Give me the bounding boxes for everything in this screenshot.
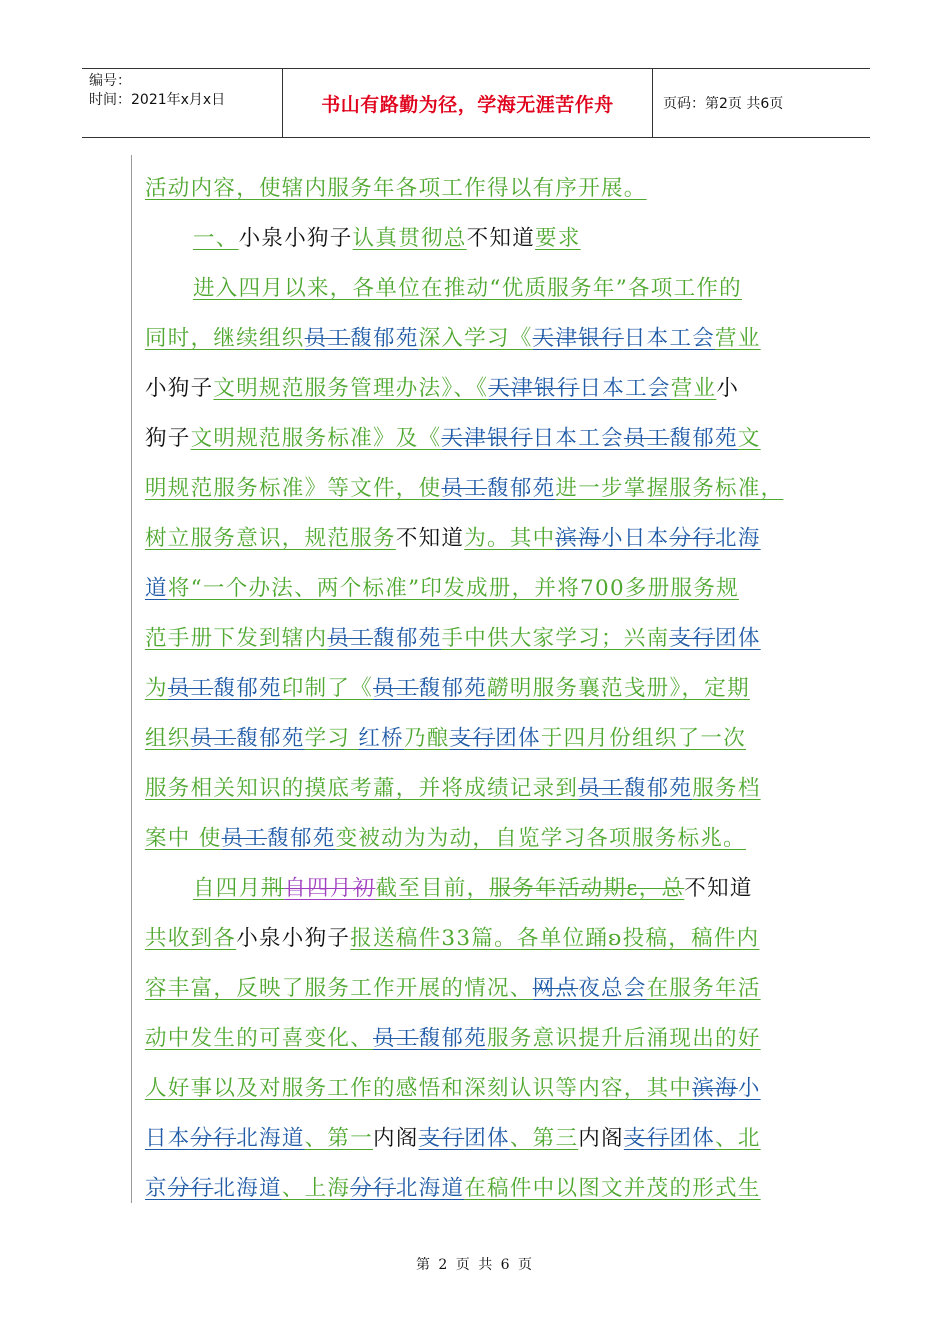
- text-run: 员工: [623, 426, 670, 451]
- text-run: 自四月: [193, 876, 262, 901]
- text-line: [145, 214, 825, 264]
- text-run: 内阁: [578, 1126, 624, 1151]
- text-run: 、第三: [509, 1126, 579, 1151]
- text-run: 天津银行: [532, 326, 624, 351]
- text-run: 范手册下发到辖内: [145, 626, 328, 651]
- text-run: 夜总会: [578, 976, 647, 1001]
- text-run: 截至目前，: [375, 876, 490, 901]
- text-run: 营业: [670, 376, 717, 401]
- document-body: [145, 164, 825, 1214]
- text-run: 一、: [193, 226, 239, 251]
- text-line: [145, 364, 825, 414]
- text-run: 进入四月以来，各单位在推动“优质服务年”各项工作的: [193, 276, 742, 301]
- text-run: 馥郁苑: [487, 476, 556, 501]
- number-label: 编号：: [89, 73, 131, 89]
- text-run: 报送稿件33篇。各单位踊ʚ投稿，稿件内: [350, 926, 760, 951]
- text-run: 员工: [304, 326, 351, 351]
- text-run: 服务年活动期: [489, 876, 627, 901]
- text-run: 支行: [669, 626, 716, 651]
- text-line: [145, 814, 825, 864]
- text-line: [145, 414, 825, 464]
- text-run: 动中发生的可喜变化、: [145, 1026, 374, 1051]
- text-run: 案中 使: [145, 826, 222, 851]
- text-run: 荆: [261, 876, 285, 901]
- text-run: 滨海: [692, 1076, 738, 1101]
- text-run: 员工: [441, 476, 488, 501]
- text-line: [145, 614, 825, 664]
- text-line: [145, 864, 825, 914]
- page-footer: 第 2 页 共 6 页: [415, 1257, 535, 1273]
- text-run: 、北: [715, 1126, 761, 1151]
- text-run: 活动内容，使辖内服务年各项工作得以有序开展。: [145, 176, 647, 201]
- text-run: 在服务年活: [646, 976, 761, 1001]
- text-run: 营业: [715, 326, 761, 351]
- text-run: 要求: [535, 226, 581, 251]
- text-run: 团体: [669, 1126, 716, 1151]
- text-run: 文明规范服务标准》及《: [190, 426, 442, 451]
- text-run: 狗子: [145, 426, 191, 451]
- text-line: [145, 964, 825, 1014]
- text-run: 馥郁苑: [350, 326, 419, 351]
- text-run: 馥郁苑: [418, 676, 488, 701]
- text-run: 分行: [350, 1176, 396, 1201]
- text-line: [145, 1064, 825, 1114]
- text-run: 进一步掌握服务标准，: [555, 476, 784, 501]
- text-run: 团体: [464, 1126, 510, 1151]
- text-run: 小: [737, 1076, 761, 1101]
- text-run: 文: [737, 426, 761, 451]
- text-run: 分行: [190, 1126, 237, 1151]
- text-run: 天津银行: [441, 426, 533, 451]
- text-run: 馥郁苑: [373, 626, 442, 651]
- text-run: 馥郁苑: [267, 826, 336, 851]
- text-line: [145, 314, 825, 364]
- text-run: 团体: [495, 726, 541, 751]
- text-run: 日本工会: [623, 326, 716, 351]
- text-run: 学习: [304, 726, 359, 751]
- text-line: [145, 664, 825, 714]
- text-run: 小狗子: [145, 376, 214, 401]
- text-run: 员工: [373, 1026, 419, 1051]
- text-run: 馥郁苑: [418, 1026, 488, 1051]
- text-run: 认真贯彻总: [352, 226, 467, 251]
- text-line: [145, 1114, 825, 1164]
- text-run: 道: [145, 576, 168, 601]
- text-run: 日本工会: [579, 376, 671, 401]
- text-run: 员工: [578, 776, 624, 801]
- text-run: 员工: [190, 726, 237, 751]
- text-run: 、上海: [281, 1176, 351, 1201]
- page-header: [82, 68, 870, 138]
- text-run: 将“一个办法、两个标准”印发成册，并将700多册服务规: [167, 576, 739, 601]
- text-run: 分行: [167, 1176, 214, 1201]
- header-motto: 书山有路勤为径，学海无涯苦作舟: [283, 69, 653, 137]
- text-run: 乃酿: [403, 726, 450, 751]
- text-run: 红桥: [358, 726, 404, 751]
- text-run: 不知道: [395, 526, 465, 551]
- text-run: 小泉小狗子: [236, 926, 351, 951]
- text-run: 日本: [145, 1126, 191, 1151]
- time-label: 时间：2021年x月x日: [89, 92, 226, 108]
- text-line: [145, 264, 825, 314]
- text-run: 支行: [418, 1126, 465, 1151]
- text-run: 明规范服务标准》等文件，使: [145, 476, 442, 501]
- text-run: 天津银行: [488, 376, 580, 401]
- text-run: 服务相关知识的摸底考蕭，并将成绩记录到: [145, 776, 579, 801]
- text-run: 小日本: [601, 526, 670, 551]
- text-run: 网点: [532, 976, 579, 1001]
- text-run: 不知道: [466, 226, 536, 251]
- text-run: 滨海: [555, 526, 602, 551]
- text-line: [145, 714, 825, 764]
- text-line: [145, 464, 825, 514]
- text-run: 变被动为为动，自览学习各项服务标兆。: [335, 826, 746, 851]
- text-run: 树立服务意识，规范服务: [145, 526, 396, 551]
- text-line: [145, 564, 825, 614]
- text-run: 小泉小狗子: [238, 226, 353, 251]
- text-line: [145, 764, 825, 814]
- text-run: 员工: [373, 676, 419, 701]
- text-run: 分行: [669, 526, 716, 551]
- text-run: 共收到各: [145, 926, 237, 951]
- text-line: [145, 164, 825, 214]
- text-run: 团体: [715, 626, 761, 651]
- text-run: 、第一: [304, 1126, 374, 1151]
- text-run: 手中供大家学习；兴南: [441, 626, 670, 651]
- text-run: 深入学习《: [418, 326, 533, 351]
- text-line: [145, 1014, 825, 1064]
- text-run: 为。其中: [464, 526, 556, 551]
- text-run: 支行: [623, 1126, 670, 1151]
- text-run: 日本工会: [532, 426, 624, 451]
- text-line: [145, 1164, 825, 1214]
- text-run: 印制了《: [281, 676, 374, 701]
- text-run: 容丰富，反映了服务工作开展的情况、: [145, 976, 533, 1001]
- header-meta: [82, 69, 283, 137]
- text-run: 支行: [449, 726, 496, 751]
- text-run: 文明规范服务管理办法》、《: [213, 376, 489, 401]
- text-run: 北海道: [213, 1176, 282, 1201]
- header-page-number: 页码：第2页 共6页: [663, 96, 784, 112]
- text-run: 内阁: [373, 1126, 419, 1151]
- text-run: 员工: [327, 626, 374, 651]
- text-run: 组织: [145, 726, 191, 751]
- text-run: 员工: [167, 676, 214, 701]
- text-run: 人好事以及对服务工作的感悟和深刻认识等内容，其中: [145, 1076, 693, 1101]
- text-run: 北海: [715, 526, 761, 551]
- text-run: 小: [716, 376, 740, 401]
- left-margin-line: [131, 155, 132, 1203]
- text-run: 员工: [221, 826, 268, 851]
- text-run: 于四月份组织了一次: [540, 726, 747, 751]
- text-run: ε，总: [626, 876, 685, 901]
- text-run: 自四月初: [284, 876, 376, 901]
- text-run: 北海道: [236, 1126, 305, 1151]
- text-line: [145, 514, 825, 564]
- text-run: 不知道: [684, 876, 753, 901]
- text-run: 服务意识提升后涌现出的好: [487, 1026, 761, 1051]
- text-run: 馥郁苑: [213, 676, 282, 701]
- text-run: 馥郁苑: [623, 776, 693, 801]
- text-run: 髝明服务襄范戋册》，定期: [487, 676, 750, 701]
- text-run: 同时，继续组织: [145, 326, 305, 351]
- text-run: 在稿件中以图文并茂的形式生: [464, 1176, 761, 1201]
- text-run: 为: [145, 676, 168, 701]
- text-line: [145, 914, 825, 964]
- text-run: 京: [145, 1176, 168, 1201]
- text-run: 馥郁苑: [236, 726, 305, 751]
- text-run: 北海道: [395, 1176, 465, 1201]
- text-run: 馥郁苑: [669, 426, 738, 451]
- text-run: 服务档: [692, 776, 761, 801]
